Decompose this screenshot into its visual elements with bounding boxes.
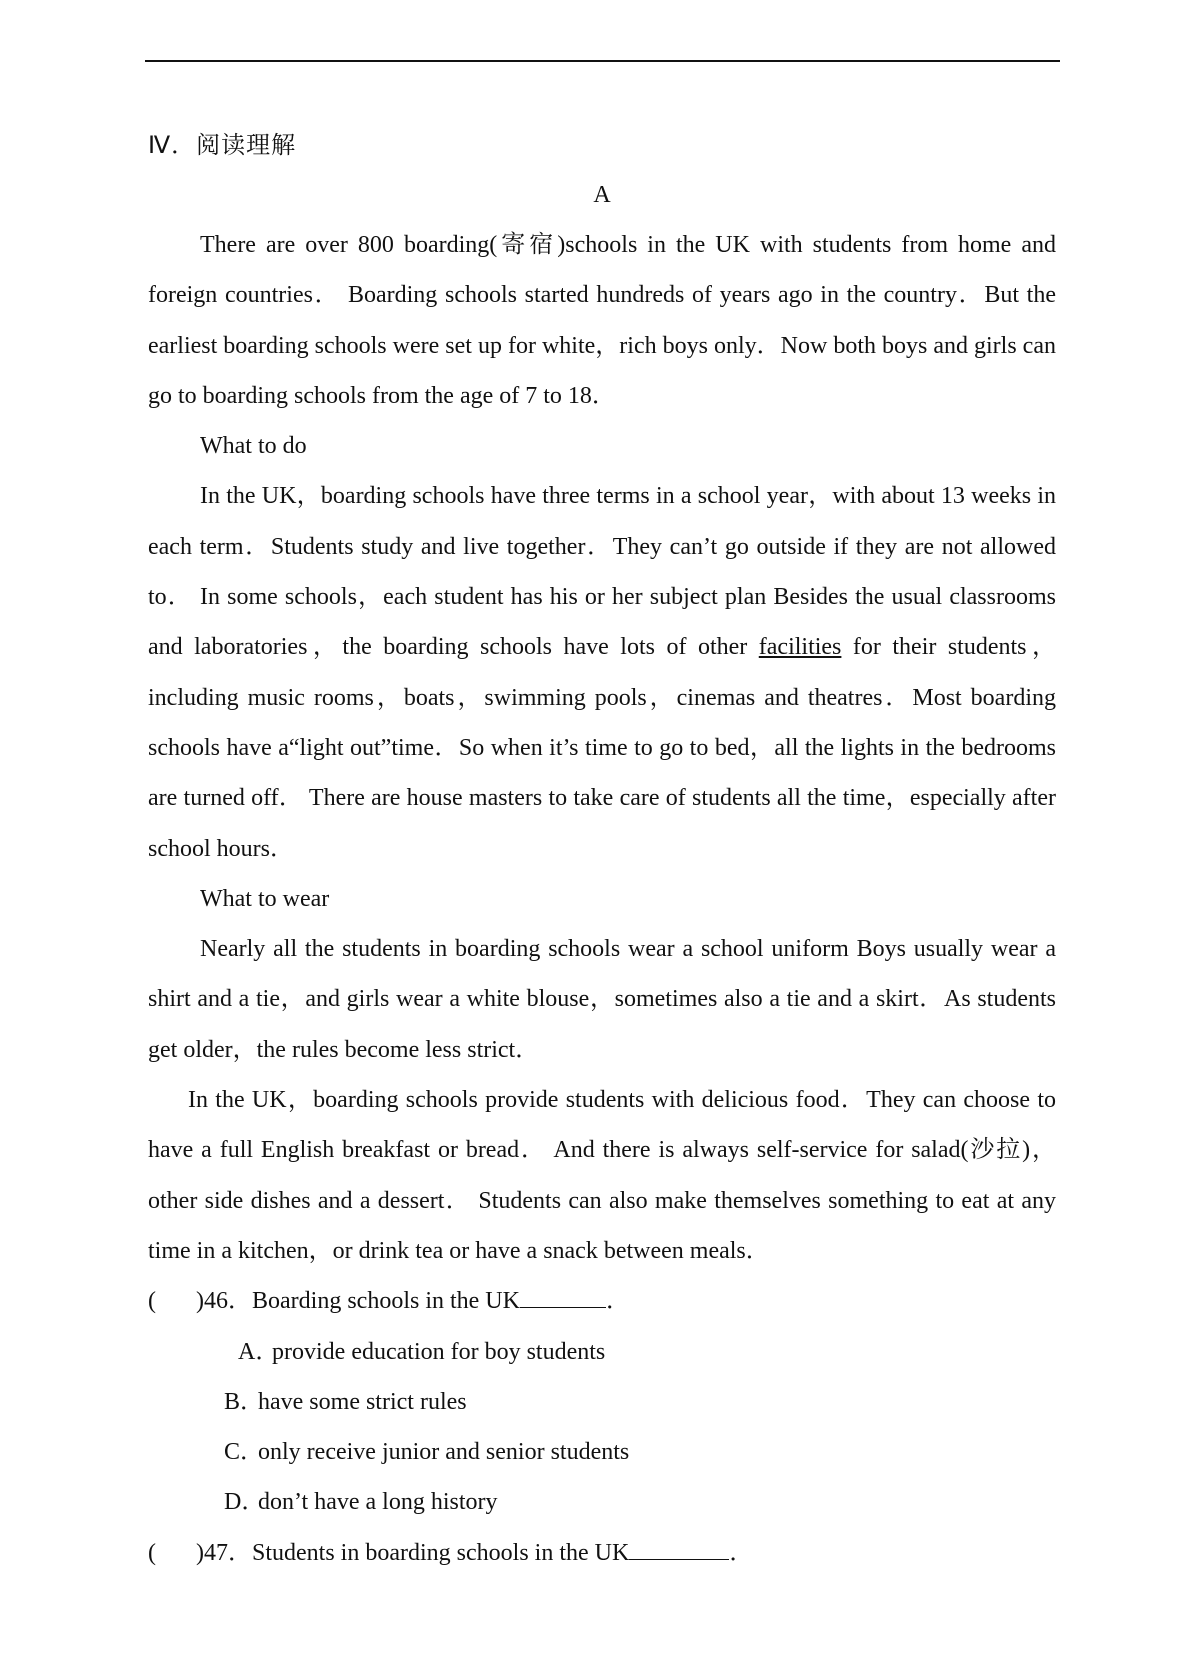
question-number: )46．	[196, 1288, 252, 1315]
what-to-wear-paragraph: Nearly all the students in boarding schools wear a school uniform Boys usually wear a shirt and a tie，and girls wear a white blouse，sometimes also a tie and a skirt．As students get older，the rules become less strict．	[148, 936, 1056, 1063]
underlined-word: facilities	[758, 634, 842, 661]
question-stem: Students in boarding schools in the UK	[252, 1539, 630, 1566]
food-paragraph: In the UK，boarding schools provide students with delicious food．They can choose to have a full English breakfast or bread． And there is always self-service for salad(沙拉)，other side dishes and a dessert． Students can also make themselves something to eat at any time in a kitchen，or drink tea or have a snack between meals．	[148, 1087, 1056, 1264]
question-end: ．	[729, 1539, 754, 1566]
heading-what-to-wear: What to wear	[200, 885, 330, 912]
what-to-do-text-2: for their students，including music rooms，boats，swimming pools，cinemas and theatres．Most boarding schools have a“light out”time．So when it’s time to go to bed，all the lights in the bedrooms are turned off． There are house masters to take care of students all the time，especially after school hours．	[148, 634, 1056, 862]
what-to-do-paragraph	[148, 471, 1056, 873]
option-b	[148, 1377, 1056, 1427]
section-title: Ⅳ．阅读理解	[148, 131, 297, 159]
option-text: don’t have a long history	[258, 1489, 498, 1516]
option-text: only receive junior and senior students	[258, 1439, 630, 1466]
answer-blank	[629, 1539, 729, 1560]
question-46	[148, 1276, 1056, 1326]
what-to-do-text-1: In the UK，boarding schools have three terms in a school year，with about 13 weeks in each term．Students study and live together．They can’t go outside if they are not allowed to． In some schools，each student has his or her subject plan Besides the usual classrooms and laboratories，the boarding schools have lots of other	[148, 483, 1056, 661]
option-letter: B．	[224, 1388, 265, 1415]
option-letter: A．	[238, 1338, 280, 1365]
question-47	[148, 1528, 1056, 1578]
option-text: provide education for boy students	[272, 1338, 606, 1365]
intro-paragraph: There are over 800 boarding(寄宿)schools in the UK with students from home and foreign countries． Boarding schools started hundreds of years ago in the country．But the earliest boarding schools were set up for white，rich boys only．Now both boys and girls can go to boarding schools from the age of 7 to 18．	[148, 232, 1056, 409]
option-d	[148, 1477, 1056, 1527]
answer-paren: (	[148, 1288, 156, 1315]
question-stem: Boarding schools in the UK	[252, 1288, 520, 1315]
option-a	[148, 1327, 1056, 1377]
passage-label: A	[593, 182, 611, 208]
answer-blank	[520, 1287, 606, 1308]
option-letter: C．	[224, 1439, 265, 1466]
document-body	[148, 120, 1056, 1578]
header-rule	[145, 60, 1060, 62]
question-number: )47．	[196, 1539, 252, 1566]
option-text: have some strict rules	[258, 1388, 467, 1415]
option-c	[148, 1427, 1056, 1477]
question-end: ．	[605, 1288, 630, 1315]
option-letter: D．	[224, 1489, 266, 1516]
heading-what-to-do: What to do	[200, 433, 307, 460]
answer-paren: (	[148, 1539, 156, 1566]
